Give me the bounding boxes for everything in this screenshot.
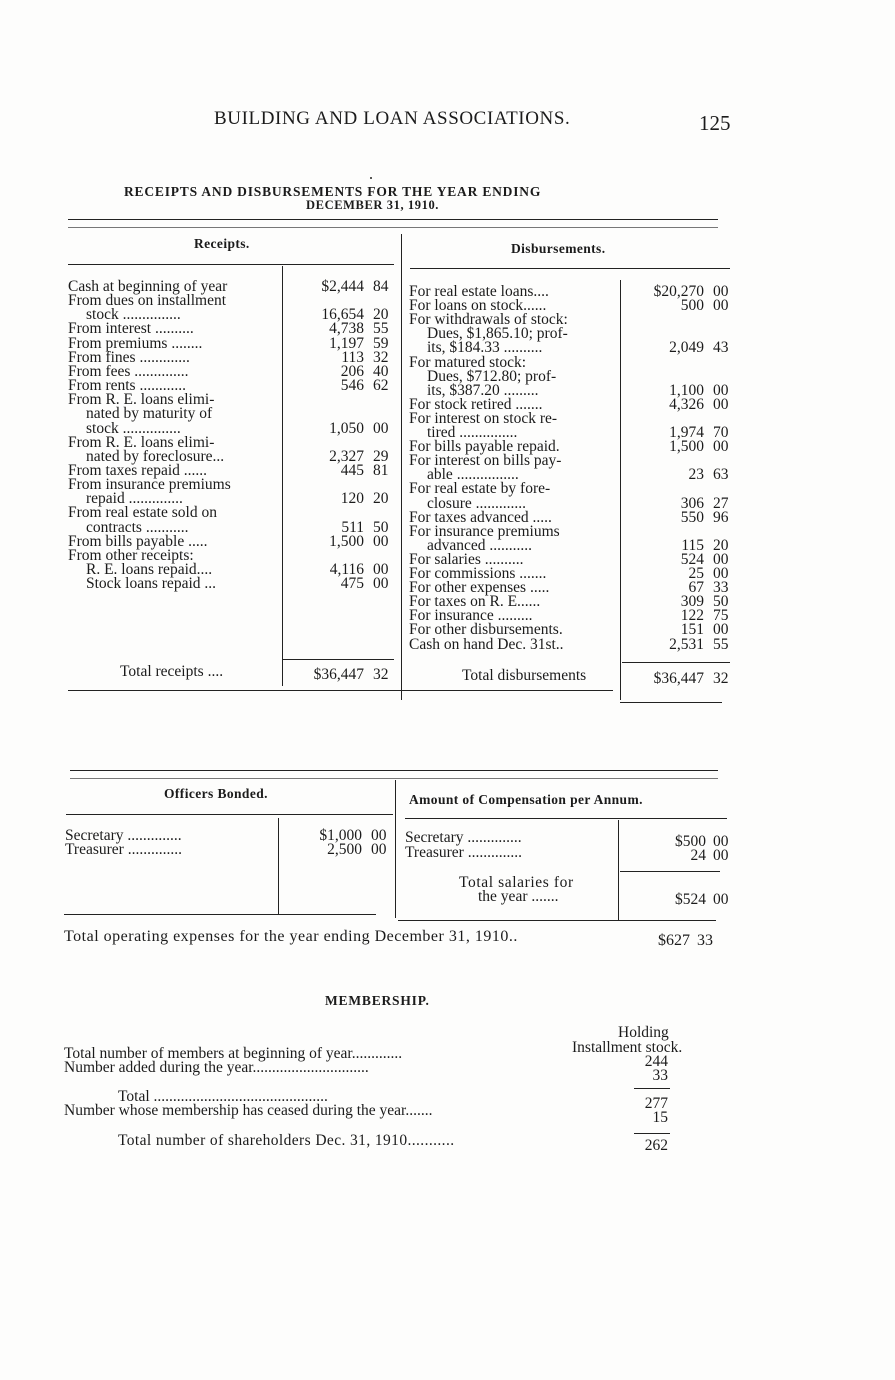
membership-row-total-label: Total ............................................. [118, 1088, 328, 1105]
receipts-line-cents: 00 [373, 575, 389, 593]
receipts-line-cents: 62 [373, 377, 389, 395]
disbursements-line-cents: 00 [713, 621, 729, 639]
comp-total-label-1: Total salaries for [459, 874, 574, 891]
officers-amount-rule [278, 818, 279, 914]
receipts-line-cents: 00 [373, 532, 389, 550]
receipts-line-text: From taxes repaid ...... [68, 461, 208, 479]
disbursements-line-cents: 00 [713, 438, 729, 456]
stray-mark [370, 177, 372, 179]
receipts-line-text: stock ............... [86, 419, 181, 437]
section-title-date: DECEMBER 31, 1910. [306, 198, 440, 212]
receipts-line-cents: 00 [373, 419, 389, 437]
comp-treasurer-cents: 00 [713, 847, 729, 864]
disbursements-line-dollars: 25 [688, 565, 704, 582]
compensation-total-rule [620, 871, 720, 872]
receipts-line-cents: 32 [373, 348, 389, 366]
membership-row-shareholders-label: Total number of shareholders Dec. 31, 1910........... [118, 1132, 455, 1149]
receipts-line-cents: 59 [373, 334, 389, 352]
receipts-line-cents: 20 [373, 490, 389, 508]
receipts-line-dollars: $2,444 [321, 278, 364, 295]
officers-heading-rule [66, 814, 393, 815]
disbursements-line-text: For interest on bills pay- [409, 452, 562, 470]
membership-row-beginning-value: 244 [644, 1053, 668, 1070]
receipts-line-text: From premiums ........ [68, 334, 203, 352]
membership-row-added-value: 33 [652, 1067, 668, 1084]
receipts-line-cents: 29 [373, 447, 389, 465]
disbursements-line-dollars: 1,500 [669, 438, 704, 456]
disbursements-line-cents: 00 [713, 565, 729, 582]
officer-treasurer-dollars: 2,500 [327, 841, 362, 858]
disbursements-line-dollars: 67 [688, 579, 704, 597]
membership-row-shareholders-value: 262 [644, 1137, 668, 1154]
table-center-divider [401, 234, 402, 700]
officer-secretary-dollars: $1,000 [319, 827, 362, 844]
disbursements-line-dollars: 1,974 [669, 424, 704, 441]
section-title: RECEIPTS AND DISBURSEMENTS FOR THE YEAR ENDING [124, 184, 542, 199]
comp-treasurer-dollars: 24 [690, 847, 706, 864]
receipts-line-text: contracts ........... [86, 518, 189, 536]
disbursements-total-rule [622, 662, 730, 663]
receipts-line-text: Stock loans repaid ... [86, 575, 217, 593]
receipts-line-text: From other receipts: [68, 546, 194, 564]
membership-col-heading-1: Holding [618, 1024, 669, 1041]
officer-secretary-cents: 00 [371, 827, 387, 844]
disbursements-line-dollars: 524 [680, 550, 704, 568]
receipts-line-dollars: 1,500 [329, 532, 364, 550]
disbursements-line-text: For interest on stock re- [409, 409, 558, 427]
receipts-line-text: From interest .......... [68, 320, 194, 338]
receipts-line-cents: 20 [373, 306, 389, 324]
disbursements-line-text: For matured stock: [409, 353, 527, 371]
receipts-total-rule [282, 659, 394, 660]
disbursements-line-dollars: $20,270 [653, 283, 704, 300]
disbursements-line-cents: 00 [713, 550, 729, 568]
disbursements-amount-column-rule [620, 280, 621, 700]
receipts-line-dollars: 113 [341, 348, 364, 366]
receipts-line-cents: 55 [373, 320, 389, 338]
receipts-line-text: From insurance premiums [68, 476, 231, 494]
receipts-line-dollars: 120 [340, 490, 364, 508]
disbursements-line-text: For salaries .......... [409, 550, 524, 568]
disbursements-total-label: Total disbursements [462, 667, 587, 684]
disbursements-line-text: advanced ........... [427, 536, 533, 554]
operating-expenses-dollars: $627 [658, 932, 690, 949]
receipts-line-dollars: 2,327 [329, 447, 364, 465]
disbursements-line-dollars: 4,326 [669, 395, 704, 413]
officer-treasurer-cents: 00 [371, 841, 387, 858]
disbursements-line-text: For withdrawals of stock: [409, 311, 568, 329]
disbursements-line-text: closure ............. [427, 494, 527, 512]
receipts-amount-column-rule [282, 266, 283, 686]
receipts-line-text: From R. E. loans elimi- [68, 391, 215, 409]
membership-row-beginning-label: Total number of members at beginning of year............. [64, 1045, 403, 1062]
compensation-amount-rule [618, 820, 619, 920]
disbursements-line-text: For loans on stock...... [409, 297, 547, 315]
comp-secretary-cents: 00 [713, 833, 729, 850]
comp-treasurer-label: Treasurer .............. [405, 844, 522, 861]
disbursements-line-text: For real estate loans.... [409, 283, 549, 300]
disbursements-line-dollars: 151 [680, 621, 704, 639]
comp-secretary-label: Secretary .............. [405, 829, 522, 846]
disbursements-line-dollars: 2,049 [669, 339, 704, 357]
disbursements-line-text: For real estate by fore- [409, 480, 551, 498]
receipts-line-text: From R. E. loans elimi- [68, 433, 215, 451]
officers-center-divider [395, 780, 396, 918]
membership-total-rule [634, 1133, 670, 1134]
disbursements-line-dollars: 115 [681, 536, 704, 554]
membership-subtotal-rule [634, 1088, 670, 1089]
disbursements-line-dollars: 1,100 [669, 381, 704, 399]
disbursements-line-dollars: 122 [680, 607, 704, 625]
membership-row-total-value: 277 [644, 1095, 668, 1112]
disbursements-line-cents: 55 [713, 635, 729, 653]
receipts-line-dollars: 445 [340, 461, 364, 479]
compensation-heading-rule [405, 818, 727, 819]
disbursements-line-text: its, $387.20 ......... [427, 381, 539, 399]
table-top-rule-2 [68, 227, 718, 228]
receipts-line-text: From bills payable ..... [68, 532, 208, 550]
disbursements-line-text: For taxes advanced ..... [409, 508, 552, 526]
disbursements-line-dollars: 550 [680, 508, 704, 526]
receipts-line-cents: 81 [373, 461, 389, 479]
receipts-total-dollars: $36,447 [313, 666, 364, 683]
disbursements-line-dollars: 23 [688, 466, 704, 484]
disbursements-line-text: For other expenses ..... [409, 579, 550, 597]
disbursements-line-cents: 63 [713, 466, 729, 484]
receipts-line-text: nated by maturity of [86, 405, 213, 423]
membership-row-ceased-value: 15 [652, 1109, 668, 1126]
disbursements-line-dollars: 309 [680, 593, 704, 611]
disbursements-line-cents: 75 [713, 607, 729, 625]
receipts-line-dollars: 16,654 [321, 306, 364, 324]
disbursements-line-cents: 00 [713, 381, 729, 399]
disbursements-line-text: its, $184.33 .......... [427, 339, 543, 357]
table-top-rule [68, 219, 718, 220]
disbursements-heading: Disbursements. [511, 241, 606, 256]
receipts-total-label: Total receipts .... [120, 663, 224, 680]
receipts-line-dollars: 1,050 [329, 419, 364, 437]
receipts-line-text: From real estate sold on [68, 504, 217, 522]
receipts-line-dollars: 511 [341, 518, 364, 536]
receipts-line-cents: 84 [373, 278, 389, 295]
receipts-line-dollars: 4,738 [329, 320, 364, 338]
receipts-line-text: From rents ............ [68, 377, 186, 395]
disbursements-line-cents: 96 [713, 508, 729, 526]
page-number: 125 [699, 111, 731, 135]
disbursements-line-text: For taxes on R. E...... [409, 593, 541, 611]
receipts-line-dollars: 546 [340, 377, 364, 395]
receipts-total-cents: 32 [373, 666, 389, 683]
receipts-line-text: From fines ............. [68, 348, 190, 366]
disbursements-line-text: For other disbursements. [409, 621, 563, 639]
comp-total-label-2: the year ....... [478, 888, 559, 905]
table-bottom-rule-right [620, 702, 722, 703]
disbursements-line-cents: 33 [713, 579, 729, 597]
receipts-line-dollars: 475 [340, 575, 364, 593]
comp-secretary-dollars: $500 [675, 833, 706, 850]
receipts-line-text: R. E. loans repaid.... [86, 561, 213, 578]
receipts-line-dollars: 206 [340, 362, 364, 380]
disbursements-total-cents: 32 [713, 670, 729, 687]
disbursements-line-dollars: 306 [680, 494, 704, 512]
officers-bonded-heading: Officers Bonded. [164, 786, 268, 801]
officers-bottom-rule [64, 914, 376, 915]
disbursements-line-dollars: 2,531 [669, 635, 704, 653]
operating-expenses-cents: 33 [697, 932, 713, 949]
receipts-line-text: repaid .............. [86, 490, 183, 508]
operating-expenses-label: Total operating expenses for the year ending December 31, 1910.. [64, 928, 518, 945]
disbursements-line-text: Dues, $1,865.10; prof- [427, 325, 568, 343]
disbursements-line-dollars: 500 [680, 297, 704, 315]
disbursements-line-cents: 43 [713, 339, 729, 357]
membership-heading: MEMBERSHIP. [325, 993, 430, 1008]
officers-top-rule-2 [70, 778, 718, 779]
disbursements-line-text: able ................ [427, 466, 519, 484]
disbursements-line-text: For insurance ......... [409, 607, 533, 625]
disbursements-line-cents: 20 [713, 536, 729, 554]
officer-secretary-label: Secretary .............. [65, 827, 182, 844]
compensation-bottom-rule [398, 920, 716, 921]
officer-treasurer-label: Treasurer .............. [65, 841, 182, 858]
disbursements-line-text: Cash on hand Dec. 31st.. [409, 635, 564, 653]
membership-row-ceased-label: Number whose membership has ceased during the year....... [64, 1102, 433, 1119]
receipts-line-text: nated by foreclosure... [86, 447, 225, 465]
receipts-line-text: stock ............... [86, 306, 181, 324]
disbursements-line-text: tired ............... [427, 424, 518, 441]
receipts-line-cents: 40 [373, 362, 389, 380]
compensation-heading: Amount of Compensation per Annum. [409, 792, 643, 807]
disbursements-line-text: For bills payable repaid. [409, 438, 560, 456]
receipts-heading-rule [68, 264, 394, 265]
comp-total-dollars: $524 [675, 891, 706, 908]
membership-row-added-label: Number added during the year.............................. [64, 1059, 369, 1076]
disbursements-line-cents: 70 [713, 424, 729, 441]
receipts-line-dollars: 1,197 [329, 334, 364, 352]
disbursements-line-text: For stock retired ....... [409, 395, 543, 413]
disbursements-line-cents: 00 [713, 395, 729, 413]
disbursements-line-text: Dues, $712.80; prof- [427, 367, 557, 385]
receipts-line-cents: 50 [373, 518, 389, 536]
receipts-line-dollars: 4,116 [329, 561, 364, 578]
comp-total-cents: 00 [713, 891, 729, 908]
officers-top-rule [70, 770, 718, 771]
receipts-line-text: Cash at beginning of year [68, 278, 228, 295]
disbursements-line-cents: 50 [713, 593, 729, 611]
receipts-line-text: From fees .............. [68, 362, 189, 380]
disbursements-line-cents: 27 [713, 494, 729, 512]
table-bottom-rule [68, 690, 613, 691]
receipts-line-cents: 00 [373, 561, 389, 578]
disbursements-line-cents: 00 [713, 297, 729, 315]
membership-col-heading-2: Installment stock. [572, 1039, 683, 1056]
disbursements-line-text: For commissions ....... [409, 565, 547, 582]
disbursements-total-dollars: $36,447 [653, 670, 704, 687]
receipts-heading: Receipts. [194, 236, 250, 251]
receipts-line-text: From dues on installment [68, 292, 227, 310]
disbursements-line-cents: 00 [713, 283, 729, 300]
disbursements-line-text: For insurance premiums [409, 522, 560, 540]
running-header: BUILDING AND LOAN ASSOCIATIONS. [214, 108, 571, 129]
disbursements-heading-rule [410, 268, 730, 269]
